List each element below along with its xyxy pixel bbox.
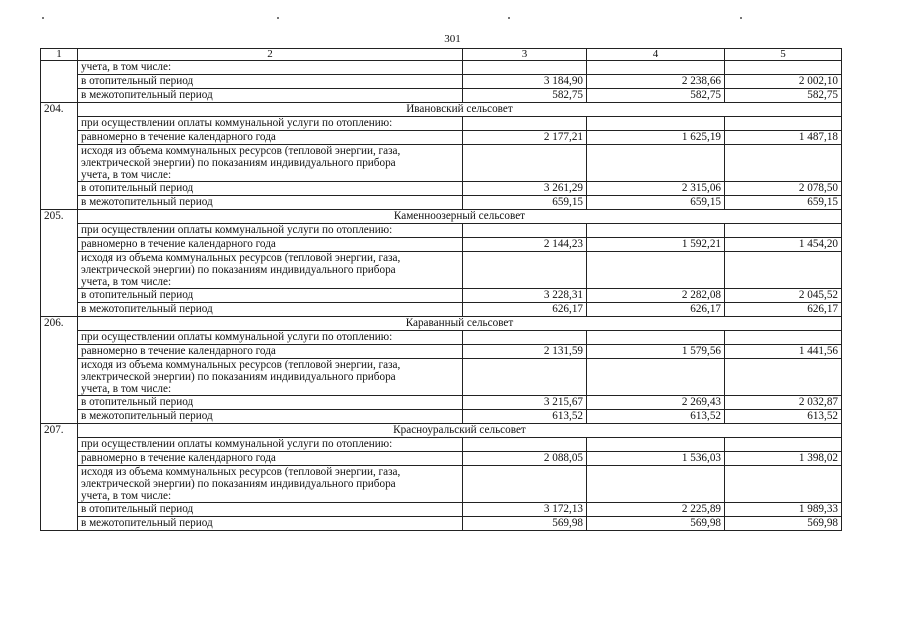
number-cell bbox=[41, 224, 78, 238]
value-cell: 569,98 bbox=[725, 517, 842, 531]
number-cell bbox=[41, 61, 78, 75]
value-cell: 659,15 bbox=[587, 196, 725, 210]
number-cell bbox=[41, 182, 78, 196]
value-cell bbox=[725, 145, 842, 182]
label-line: учета, в том числе: bbox=[81, 490, 172, 502]
column-header: 5 bbox=[725, 49, 842, 61]
number-cell bbox=[41, 503, 78, 517]
label-cell: в межотопительный период bbox=[78, 410, 463, 424]
number-cell bbox=[41, 410, 78, 424]
section-title-row bbox=[41, 103, 842, 117]
value-cell: 659,15 bbox=[463, 196, 587, 210]
value-cell bbox=[463, 359, 587, 396]
label-cell bbox=[78, 145, 463, 182]
column-header: 4 bbox=[587, 49, 725, 61]
label-line: электрической энергии) по показаниям индивидуального прибора bbox=[81, 264, 396, 276]
label-cell: равномерно в течение календарного года bbox=[78, 345, 463, 359]
number-cell bbox=[41, 289, 78, 303]
section-number: 206. bbox=[41, 317, 78, 331]
value-cell bbox=[587, 224, 725, 238]
table-row bbox=[41, 345, 842, 359]
table-row bbox=[41, 61, 842, 75]
number-cell bbox=[41, 517, 78, 531]
section-title-row bbox=[41, 210, 842, 224]
value-cell: 2 238,66 bbox=[587, 75, 725, 89]
value-cell: 2 032,87 bbox=[725, 396, 842, 410]
value-cell bbox=[463, 438, 587, 452]
number-cell bbox=[41, 303, 78, 317]
number-cell bbox=[41, 396, 78, 410]
scan-speck bbox=[42, 17, 44, 19]
table-row bbox=[41, 238, 842, 252]
value-cell bbox=[463, 224, 587, 238]
label-cell: равномерно в течение календарного года bbox=[78, 452, 463, 466]
number-cell bbox=[41, 238, 78, 252]
value-cell bbox=[725, 117, 842, 131]
value-cell bbox=[725, 438, 842, 452]
number-cell bbox=[41, 252, 78, 289]
table-row bbox=[41, 145, 842, 182]
value-cell: 1 454,20 bbox=[725, 238, 842, 252]
scan-speck bbox=[740, 17, 742, 19]
value-cell bbox=[587, 145, 725, 182]
table-row bbox=[41, 117, 842, 131]
value-cell: 569,98 bbox=[587, 517, 725, 531]
value-cell bbox=[587, 331, 725, 345]
value-cell: 582,75 bbox=[725, 89, 842, 103]
value-cell bbox=[587, 438, 725, 452]
number-cell bbox=[41, 196, 78, 210]
table-row bbox=[41, 410, 842, 424]
table-row bbox=[41, 289, 842, 303]
value-cell: 1 625,19 bbox=[587, 131, 725, 145]
value-cell bbox=[463, 117, 587, 131]
value-cell: 2 315,06 bbox=[587, 182, 725, 196]
number-cell bbox=[41, 131, 78, 145]
value-cell bbox=[463, 331, 587, 345]
label-cell: в межотопительный период bbox=[78, 303, 463, 317]
label-cell: в отопительный период bbox=[78, 75, 463, 89]
value-cell bbox=[725, 466, 842, 503]
value-cell: 3 184,90 bbox=[463, 75, 587, 89]
value-cell: 3 228,31 bbox=[463, 289, 587, 303]
value-cell: 582,75 bbox=[463, 89, 587, 103]
value-cell: 2 045,52 bbox=[725, 289, 842, 303]
label-line: электрической энергии) по показаниям индивидуального прибора bbox=[81, 157, 396, 169]
value-cell: 2 177,21 bbox=[463, 131, 587, 145]
value-cell: 626,17 bbox=[725, 303, 842, 317]
scan-speck bbox=[277, 17, 279, 19]
section-number: 204. bbox=[41, 103, 78, 117]
value-cell: 3 215,67 bbox=[463, 396, 587, 410]
table-row bbox=[41, 224, 842, 238]
table-row bbox=[41, 517, 842, 531]
label-cell: при осуществлении оплаты коммунальной услуги по отоплению: bbox=[78, 438, 463, 452]
section-number: 205. bbox=[41, 210, 78, 224]
value-cell: 659,15 bbox=[725, 196, 842, 210]
value-cell bbox=[725, 61, 842, 75]
label-cell: в отопительный период bbox=[78, 289, 463, 303]
value-cell: 613,52 bbox=[587, 410, 725, 424]
label-cell: в отопительный период bbox=[78, 503, 463, 517]
label-cell: при осуществлении оплаты коммунальной услуги по отоплению: bbox=[78, 331, 463, 345]
value-cell bbox=[587, 252, 725, 289]
column-header: 1 bbox=[41, 49, 78, 61]
label-line: учета, в том числе: bbox=[81, 383, 172, 395]
label-cell: при осуществлении оплаты коммунальной услуги по отоплению: bbox=[78, 224, 463, 238]
label-line: электрической энергии) по показаниям индивидуального прибора bbox=[81, 371, 396, 383]
label-cell bbox=[78, 359, 463, 396]
value-cell: 2 131,59 bbox=[463, 345, 587, 359]
value-cell: 2 269,43 bbox=[587, 396, 725, 410]
number-cell bbox=[41, 438, 78, 452]
table-row bbox=[41, 396, 842, 410]
label-line: учета, в том числе: bbox=[81, 276, 172, 288]
number-cell bbox=[41, 75, 78, 89]
value-cell bbox=[725, 331, 842, 345]
table-row bbox=[41, 89, 842, 103]
column-header: 3 bbox=[463, 49, 587, 61]
number-cell bbox=[41, 359, 78, 396]
label-cell: равномерно в течение календарного года bbox=[78, 238, 463, 252]
value-cell bbox=[463, 466, 587, 503]
table-row bbox=[41, 503, 842, 517]
value-cell: 1 536,03 bbox=[587, 452, 725, 466]
value-cell: 1 579,56 bbox=[587, 345, 725, 359]
section-title: Каменноозерный сельсовет bbox=[78, 210, 842, 224]
label-line: исходя из объема коммунальных ресурсов (тепловой энергии, газа, bbox=[81, 145, 401, 157]
table-row bbox=[41, 438, 842, 452]
number-cell bbox=[41, 117, 78, 131]
section-title-row bbox=[41, 424, 842, 438]
value-cell bbox=[587, 466, 725, 503]
table-row bbox=[41, 196, 842, 210]
column-header-row bbox=[41, 49, 842, 61]
label-line: исходя из объема коммунальных ресурсов (тепловой энергии, газа, bbox=[81, 466, 401, 478]
table-row bbox=[41, 359, 842, 396]
value-cell: 613,52 bbox=[463, 410, 587, 424]
value-cell: 1 441,56 bbox=[725, 345, 842, 359]
label-cell: в межотопительный период bbox=[78, 196, 463, 210]
label-line: учета, в том числе: bbox=[81, 169, 172, 181]
value-cell: 1 592,21 bbox=[587, 238, 725, 252]
value-cell bbox=[725, 359, 842, 396]
label-cell: в отопительный период bbox=[78, 182, 463, 196]
value-cell bbox=[587, 117, 725, 131]
value-cell: 2 002,10 bbox=[725, 75, 842, 89]
value-cell bbox=[725, 252, 842, 289]
value-cell: 1 989,33 bbox=[725, 503, 842, 517]
value-cell: 2 225,89 bbox=[587, 503, 725, 517]
section-title: Ивановский сельсовет bbox=[78, 103, 842, 117]
number-cell bbox=[41, 452, 78, 466]
column-header: 2 bbox=[78, 49, 463, 61]
label-line: исходя из объема коммунальных ресурсов (тепловой энергии, газа, bbox=[81, 252, 401, 264]
number-cell bbox=[41, 345, 78, 359]
section-title-row bbox=[41, 317, 842, 331]
table-row bbox=[41, 466, 842, 503]
label-line: электрической энергии) по показаниям индивидуального прибора bbox=[81, 478, 396, 490]
value-cell bbox=[463, 145, 587, 182]
number-cell bbox=[41, 466, 78, 503]
value-cell: 613,52 bbox=[725, 410, 842, 424]
scan-speck bbox=[508, 17, 510, 19]
value-cell: 2 078,50 bbox=[725, 182, 842, 196]
section-title: Караванный сельсовет bbox=[78, 317, 842, 331]
value-cell: 569,98 bbox=[463, 517, 587, 531]
value-cell bbox=[463, 61, 587, 75]
label-cell: равномерно в течение календарного года bbox=[78, 131, 463, 145]
value-cell bbox=[463, 252, 587, 289]
value-cell: 1 398,02 bbox=[725, 452, 842, 466]
value-cell: 626,17 bbox=[463, 303, 587, 317]
table-row bbox=[41, 303, 842, 317]
label-cell: при осуществлении оплаты коммунальной услуги по отоплению: bbox=[78, 117, 463, 131]
value-cell: 2 088,05 bbox=[463, 452, 587, 466]
value-cell bbox=[725, 224, 842, 238]
value-cell: 582,75 bbox=[587, 89, 725, 103]
number-cell bbox=[41, 89, 78, 103]
value-cell: 2 144,23 bbox=[463, 238, 587, 252]
value-cell: 3 261,29 bbox=[463, 182, 587, 196]
label-cell: в межотопительный период bbox=[78, 89, 463, 103]
label-cell: в отопительный период bbox=[78, 396, 463, 410]
number-cell bbox=[41, 331, 78, 345]
label-line: исходя из объема коммунальных ресурсов (тепловой энергии, газа, bbox=[81, 359, 401, 371]
page-number: 301 bbox=[444, 33, 461, 45]
table-row bbox=[41, 331, 842, 345]
table-row bbox=[41, 252, 842, 289]
table-row bbox=[41, 131, 842, 145]
label-cell: учета, в том числе: bbox=[78, 61, 463, 75]
value-cell: 3 172,13 bbox=[463, 503, 587, 517]
tariff-table bbox=[40, 48, 842, 531]
section-number: 207. bbox=[41, 424, 78, 438]
value-cell bbox=[587, 61, 725, 75]
label-cell: в межотопительный период bbox=[78, 517, 463, 531]
label-cell bbox=[78, 252, 463, 289]
number-cell bbox=[41, 145, 78, 182]
section-title: Красноуральский сельсовет bbox=[78, 424, 842, 438]
table-row bbox=[41, 182, 842, 196]
value-cell: 1 487,18 bbox=[725, 131, 842, 145]
label-cell bbox=[78, 466, 463, 503]
value-cell: 2 282,08 bbox=[587, 289, 725, 303]
table-row bbox=[41, 452, 842, 466]
table-row bbox=[41, 75, 842, 89]
value-cell: 626,17 bbox=[587, 303, 725, 317]
value-cell bbox=[587, 359, 725, 396]
